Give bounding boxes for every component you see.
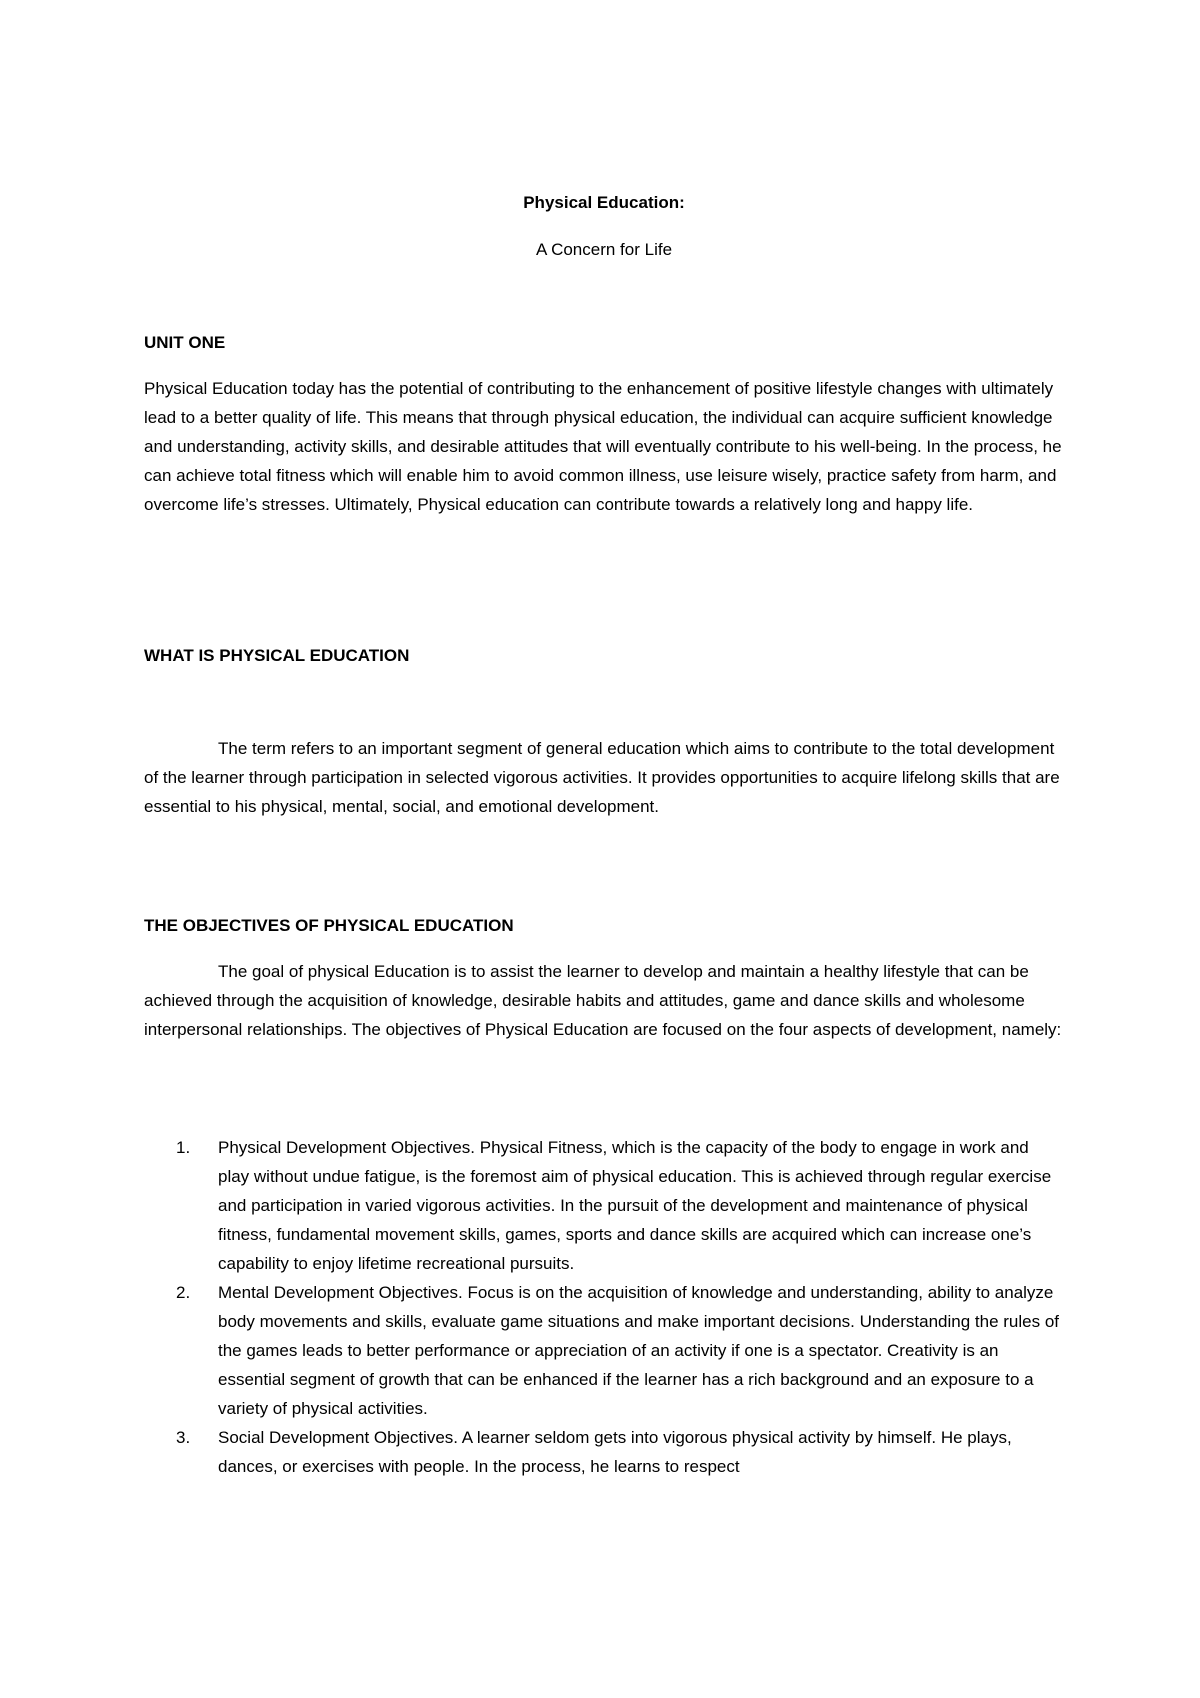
list-item <box>144 1423 1064 1481</box>
list-item-text: Social Development Objectives. A learner seldom gets into vigorous physical activity by himself. He plays, dances, or exercises with people. In the process, he learns to respect <box>218 1428 1012 1476</box>
section-heading-objectives: THE OBJECTIVES OF PHYSICAL EDUCATION <box>144 916 514 935</box>
paragraph-objectives: The goal of physical Education is to assist the learner to develop and maintain a healthy lifestyle that can be achieved through the acquisition of knowledge, desirable habits and attitudes, game and dance skills and wholesome interpersonal relationships. The objectives of Physical Education are focused on the four aspects of development, namely: <box>144 962 1062 1039</box>
list-item-number: 1. <box>176 1138 191 1157</box>
list-item-text: Physical Development Objectives. Physical Fitness, which is the capacity of the body to engage in work and play without undue fatigue, is the foremost aim of physical education. This is achieved through regular exercise and participation in varied vigorous activities. In the pursuit of the development and maintenance of physical fitness, fundamental movement skills, games, sports and dance skills are acquired which can increase one’s capability to enjoy lifetime recreational pursuits. <box>218 1138 1052 1273</box>
list-item-number: 3. <box>176 1428 191 1447</box>
document-subtitle: A Concern for Life <box>535 240 673 259</box>
list-item <box>144 1133 1064 1278</box>
paragraph-unit-one: Physical Education today has the potential of contributing to the enhancement of positive lifestyle changes with ultimately lead to a better quality of life. This means that through physical education, the individual can acquire sufficient knowledge and understanding, activity skills, and desirable attitudes that will eventually contribute to his well-being. In the process, he can achieve total fitness which will enable him to avoid common illness, use leisure wisely, practice safety from harm, and overcome life’s stresses. Ultimately, Physical education can contribute towards a relatively long and happy life. <box>144 379 1062 514</box>
document-title: Physical Education: <box>523 193 685 212</box>
list-item <box>144 1278 1064 1423</box>
section-heading-what-is-pe: WHAT IS PHYSICAL EDUCATION <box>144 646 410 665</box>
paragraph-what-is-pe: The term refers to an important segment of general education which aims to contribute to the total development of the learner through participation in selected vigorous activities. It provides opportunities to acquire lifelong skills that are essential to his physical, mental, social, and emotional development. <box>144 739 1060 816</box>
list-item-text: Mental Development Objectives. Focus is on the acquisition of knowledge and understanding, ability to analyze body movements and skills, evaluate game situations and make important decisions. Understanding the rules of the games leads to better performance or appreciation of an activity if one is a spectator. Creativity is an essential segment of growth that can be enhanced if the learner has a rich background and an exposure to a variety of physical activities. <box>218 1283 1060 1418</box>
section-heading-unit-one: UNIT ONE <box>144 333 226 352</box>
objectives-list <box>144 1133 1064 1481</box>
list-item-number: 2. <box>176 1283 191 1302</box>
